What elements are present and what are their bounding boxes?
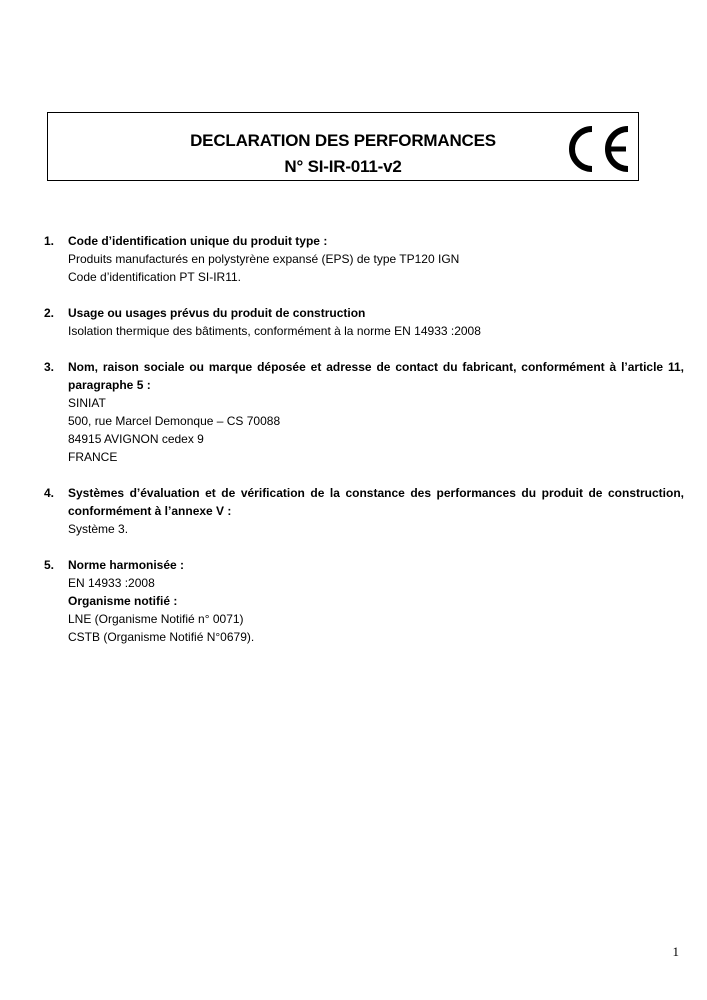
sections-list <box>44 232 684 664</box>
document-header <box>47 112 639 181</box>
section-number: 5. <box>44 558 55 572</box>
section-line: 84915 AVIGNON cedex 9 <box>68 432 204 446</box>
section-heading: Code d’identification unique du produit type : <box>68 234 328 248</box>
section-line: Isolation thermique des bâtiments, conformément à la norme EN 14933 :2008 <box>68 324 481 338</box>
section-heading: Nom, raison sociale ou marque déposée et adresse de contact du fabricant, conformément à l’article 11, paragraphe 5 : <box>68 360 684 392</box>
section-line: EN 14933 :2008 <box>68 576 155 590</box>
section-heading: Usage ou usages prévus du produit de construction <box>68 306 366 320</box>
section-line: LNE (Organisme Notifié n° 0071) <box>68 612 244 626</box>
document-title: DECLARATION DES PERFORMANCES <box>190 131 496 150</box>
section-number: 3. <box>44 360 55 374</box>
section-line: Système 3. <box>68 522 129 536</box>
page-number: 1 <box>672 944 679 959</box>
section-line: Produits manufacturés en polystyrène expansé (EPS) de type TP120 IGN <box>68 252 460 266</box>
section-line: 500, rue Marcel Demonque – CS 70088 <box>68 414 281 428</box>
section-heading: Norme harmonisée : <box>68 558 185 572</box>
section-line: SINIAT <box>68 396 106 410</box>
section-heading: Systèmes d’évaluation et de vérification de la constance des performances du produit de construction, conformément à l’annexe V : <box>68 486 684 518</box>
section-1 <box>44 232 684 286</box>
section-line: FRANCE <box>68 450 118 464</box>
section-line: CSTB (Organisme Notifié N°0679). <box>68 630 255 644</box>
section-3 <box>44 358 684 466</box>
section-2 <box>44 304 684 340</box>
document-reference: N° SI-IR-011-v2 <box>284 157 402 176</box>
section-subheading: Organisme notifié : <box>68 594 178 608</box>
section-5 <box>44 556 684 646</box>
section-4 <box>44 484 684 538</box>
ce-mark-icon <box>562 123 634 175</box>
section-number: 1. <box>44 234 55 248</box>
section-number: 2. <box>44 306 55 320</box>
section-number: 4. <box>44 486 55 500</box>
section-line: Code d’identification PT SI-IR11. <box>68 270 241 284</box>
